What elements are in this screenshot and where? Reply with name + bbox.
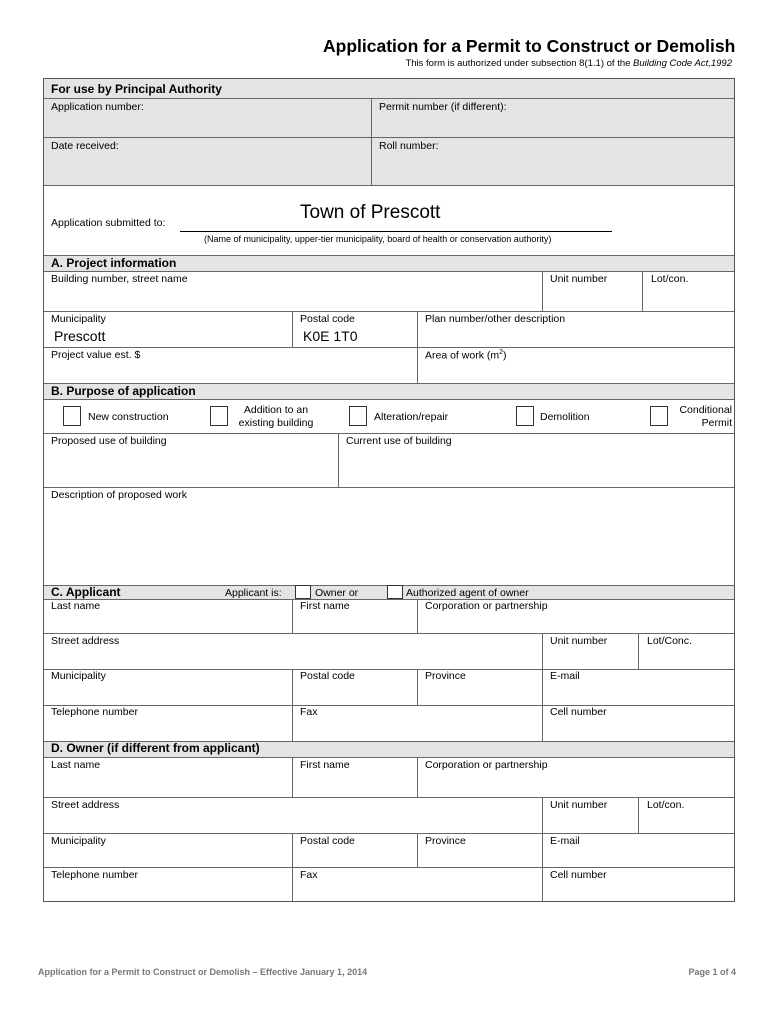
- section-c-heading: C. Applicant: [51, 585, 121, 599]
- owner-or-label: Owner or: [315, 587, 359, 599]
- area-exponent: 2: [499, 349, 504, 356]
- conditional-permit-label: [670, 404, 732, 430]
- section-d-heading: D. Owner (if different from applicant): [51, 741, 260, 755]
- roll-number-label: Roll number:: [379, 140, 439, 152]
- page-title: Application for a Permit to Construct or Demolish: [323, 36, 736, 56]
- conditional-permit-checkbox[interactable]: [650, 406, 668, 426]
- conditional-line-1: Conditional: [679, 404, 732, 416]
- project-value-label: Project value est. $: [51, 349, 141, 361]
- applicant-is-label: Applicant is:: [225, 587, 282, 599]
- postal-code-label: Postal code: [300, 313, 355, 325]
- applicant-province-label: Province: [425, 670, 466, 682]
- owner-first-name-label: First name: [300, 759, 350, 771]
- applicant-cell-label: Cell number: [550, 706, 607, 718]
- owner-telephone-label: Telephone number: [51, 869, 138, 881]
- applicant-street-label: Street address: [51, 635, 120, 647]
- submitted-to-value[interactable]: Town of Prescott: [300, 202, 441, 223]
- owner-postal-label: Postal code: [300, 835, 355, 847]
- owner-street-label: Street address: [51, 799, 120, 811]
- act-name: Building Code Act,1992: [633, 58, 732, 69]
- applicant-last-name-label: Last name: [51, 600, 101, 612]
- section-a-heading: A. Project information: [51, 256, 177, 270]
- alteration-label: Alteration/repair: [374, 411, 449, 423]
- applicant-fax-label: Fax: [300, 706, 318, 718]
- unit-number-label: Unit number: [550, 273, 608, 285]
- conditional-line-2: Permit: [701, 417, 732, 429]
- section-b-heading: B. Purpose of application: [51, 384, 196, 398]
- date-received-label: Date received:: [51, 140, 119, 152]
- area-text: Area of work (m: [425, 349, 500, 362]
- area-close: ): [503, 349, 507, 362]
- demolition-label: Demolition: [540, 411, 590, 423]
- addition-line-1: Addition to an: [243, 404, 309, 416]
- owner-corporation-label: Corporation or partnership: [425, 759, 548, 771]
- applicant-postal-label: Postal code: [300, 670, 355, 682]
- application-number-label: Application number:: [51, 101, 144, 113]
- applicant-corporation-label: Corporation or partnership: [425, 600, 548, 612]
- applicant-lot-label: Lot/Conc.: [647, 635, 692, 647]
- authorization-text: This form is authorized under subsection 8(1.1) of the: [405, 58, 634, 69]
- building-street-label: Building number, street name: [51, 273, 188, 285]
- applicant-first-name-label: First name: [300, 600, 350, 612]
- addition-checkbox[interactable]: [210, 406, 228, 426]
- owner-unit-label: Unit number: [550, 799, 608, 811]
- page-number: Page 1 of 4: [688, 967, 736, 977]
- current-use-label: Current use of building: [346, 435, 452, 447]
- municipality-label: Municipality: [51, 313, 106, 325]
- owner-fax-label: Fax: [300, 869, 318, 881]
- applicant-municipality-label: Municipality: [51, 670, 106, 682]
- owner-last-name-label: Last name: [51, 759, 101, 771]
- authorization-note: [405, 58, 732, 69]
- alteration-checkbox[interactable]: [349, 406, 367, 426]
- new-construction-checkbox[interactable]: [63, 406, 81, 426]
- owner-email-label: E-mail: [550, 835, 580, 847]
- addition-label: [234, 404, 318, 430]
- agent-label: Authorized agent of owner: [406, 587, 529, 599]
- lot-con-label: Lot/con.: [651, 273, 689, 285]
- postal-code-value[interactable]: K0E 1T0: [303, 328, 358, 344]
- proposed-use-label: Proposed use of building: [51, 435, 167, 447]
- authority-heading: For use by Principal Authority: [51, 82, 222, 96]
- applicant-telephone-label: Telephone number: [51, 706, 138, 718]
- applicant-email-label: E-mail: [550, 670, 580, 682]
- plan-number-label: Plan number/other description: [425, 313, 566, 325]
- owner-municipality-label: Municipality: [51, 835, 106, 847]
- applicant-unit-label: Unit number: [550, 635, 608, 647]
- permit-number-label: Permit number (if different):: [379, 101, 507, 113]
- owner-lot-label: Lot/con.: [647, 799, 685, 811]
- agent-checkbox[interactable]: [387, 585, 403, 599]
- owner-cell-label: Cell number: [550, 869, 607, 881]
- area-of-work-label: [425, 349, 507, 362]
- owner-province-label: Province: [425, 835, 466, 847]
- new-construction-label: New construction: [88, 411, 169, 423]
- demolition-checkbox[interactable]: [516, 406, 534, 426]
- description-label: Description of proposed work: [51, 489, 187, 501]
- footer-text: Application for a Permit to Construct or Demolish – Effective January 1, 2014: [38, 967, 368, 977]
- owner-checkbox[interactable]: [295, 585, 311, 599]
- submitted-to-label: Application submitted to:: [51, 217, 166, 229]
- municipality-value[interactable]: Prescott: [54, 328, 106, 344]
- addition-line-2: existing building: [238, 417, 314, 429]
- form-frame: [43, 78, 735, 902]
- municipality-note: (Name of municipality, upper-tier municipality, board of health or conservation authority): [204, 234, 552, 244]
